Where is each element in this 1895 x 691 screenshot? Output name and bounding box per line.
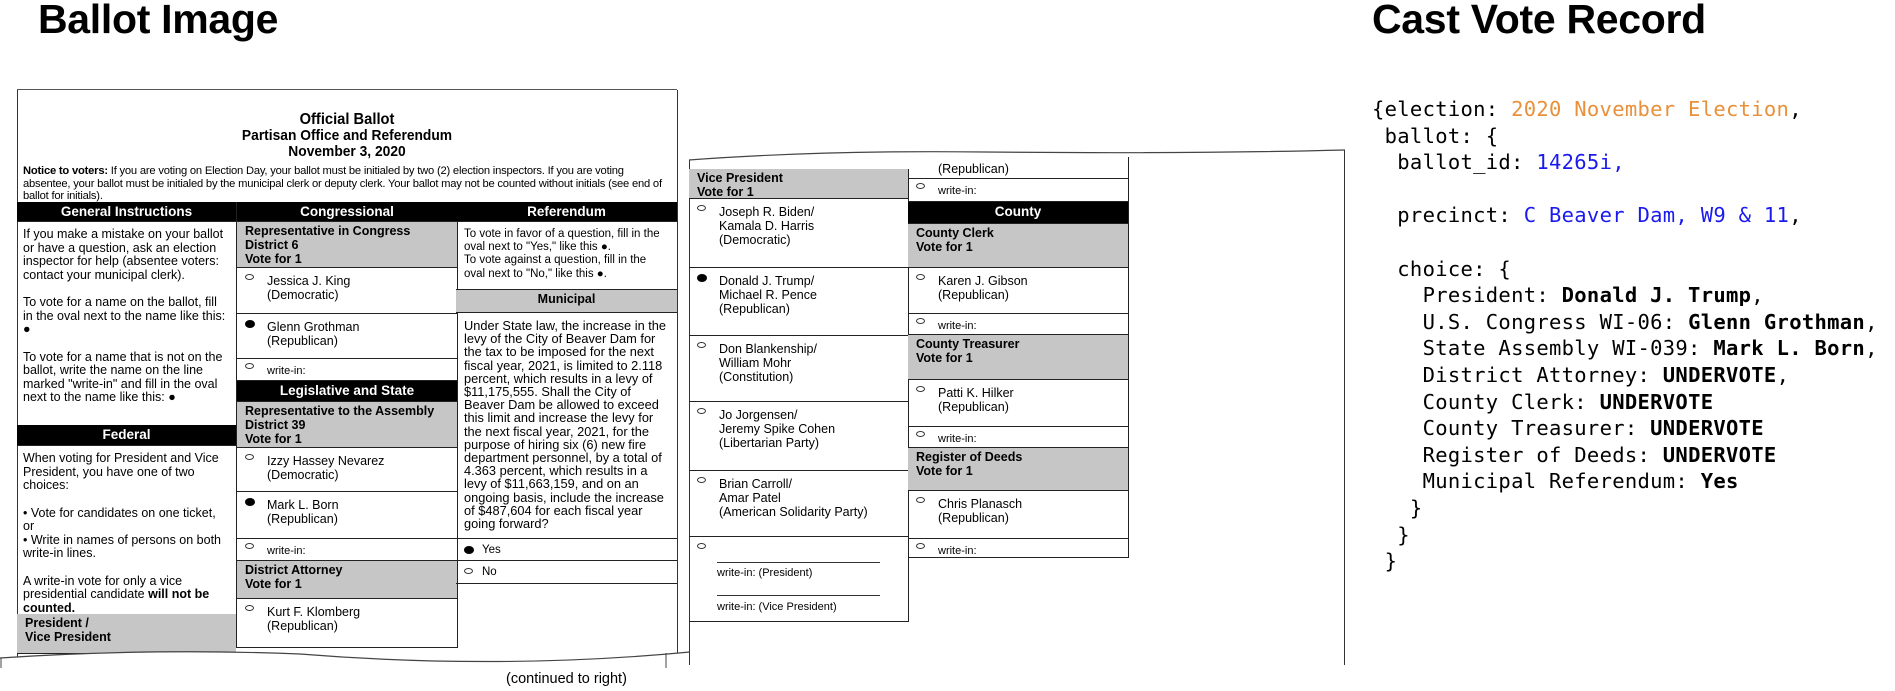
candidate-name-line: (Libertarian Party) [719,436,820,450]
office-title-line: Representative to the Assembly [245,404,435,418]
instruction-text [456,222,677,290]
office-title-line: President / [25,616,89,630]
notice-to-voters [23,165,673,203]
office-title-line: Register of Deeds [916,450,1023,464]
office-title-line: County Clerk [916,226,994,240]
section-header-bar: Legislative and State [237,381,457,402]
candidate-name-line: (Republican) [719,302,790,316]
candidate-name-line: (Republican) [267,619,338,633]
office-title-line: Vote for 1 [245,432,302,446]
choice-value: Donald J. Trump [1561,283,1752,308]
cvr-choice-line [1372,309,1878,336]
torn-edge-top [685,140,1350,170]
ballot-date: November 3, 2020 [288,143,406,160]
office-header [908,224,1128,268]
option-label: No [482,566,497,578]
office-header [237,561,457,599]
empty-oval-icon[interactable] [916,543,925,549]
candidate-option[interactable] [237,448,457,492]
ballot-image-title: Ballot Image [38,0,279,42]
choice-separator: , [1865,309,1878,334]
write-in-option[interactable] [237,359,457,381]
write-in-president-option[interactable] [689,537,908,622]
instruction-paragraph: To vote for a name that is not on the ballot, write the name on the line marked "write-in" and fill in the oval next to the name like this: ● [23,349,223,404]
empty-oval-icon[interactable] [916,386,925,392]
empty-oval-icon[interactable] [916,318,925,324]
cvr-choice-line [1372,468,1878,495]
candidate-option[interactable] [908,268,1128,314]
candidate-option[interactable] [908,491,1128,539]
candidate-name-line: Amar Patel [719,491,781,505]
section-header-bar: Referendum [456,202,677,222]
instruction-paragraph: • Vote for candidates on one ticket, or • Write in names of persons on both write-in lines. [23,505,221,560]
ballot-id-key: ballot_id: [1372,150,1537,175]
choice-value: UNDERVOTE [1662,362,1777,387]
ballot-border-right [677,90,678,665]
close-brace: } [1372,495,1423,520]
cast-vote-record-title: Cast Vote Record [1372,0,1706,42]
column-president [689,169,909,622]
office-title-line: Vote for 1 [245,577,302,591]
empty-oval-icon[interactable] [697,477,706,483]
candidate-name-line: (Republican) [267,512,338,526]
option-label: Yes [482,544,501,556]
candidate-name-line: Karen J. Gibson [938,274,1028,288]
choice-label: Municipal Referendum: [1422,469,1701,494]
candidate-name-line: (Republican) [938,162,1009,176]
section-header-bar: General Instructions [17,202,236,222]
office-title-line: District 39 [245,418,306,432]
candidate-name-line: (Constitution) [719,370,794,384]
choice-value: Mark L. Born [1713,336,1866,361]
office-title-line: Vote for 1 [916,240,973,254]
instruction-paragraph [23,575,230,615]
column-general-instructions [17,202,236,654]
office-title-line: Municipal [537,292,596,306]
choice-label: County Treasurer: [1422,416,1651,441]
cvr-choice-line [1372,362,1878,389]
precinct-key: precinct: [1372,203,1524,228]
office-header [237,402,457,448]
candidate-name-line: (Democratic) [719,233,791,247]
cvr-choice-line [1372,442,1878,469]
empty-oval-icon[interactable] [697,205,706,211]
candidate-option[interactable] [689,471,908,537]
write-in-option[interactable] [908,179,1128,202]
instruction-text-part: A write-in vote for only a vice presidential candidate [23,573,183,601]
ballot-key: ballot: { [1372,123,1499,148]
candidate-name-line: Jo Jorgensen/ [719,408,798,422]
choice-separator: , [1865,336,1878,361]
cast-vote-record-code: {election: 2020 November Election, ballot: { ballot_id: 14265i, precinct: C Beaver Dam, W9 & 11, choice: { President: Donald J. Trump, U.S. Congress WI-06: Glenn Grothman, State Assembly WI-039: Mark L. Born, District Attorney: UNDERVOTE, County Clerk: UNDERVOTE County Treasurer: UNDERVOTE Register of Deeds: UNDERVOTE Municipal Referendum: Yes } } } [1372,97,1878,574]
choice-key: choice: { [1372,256,1512,281]
ballot-subheading: Partisan Office and Referendum [241,127,453,144]
section-header-bar: Federal [17,425,236,446]
candidate-name-line: Michael R. Pence [719,288,817,302]
candidate-name-line: Kurt F. Klomberg [267,605,361,619]
instruction-paragraph: Under State law, the increase in the levy of the City of Beaver Dam for the tax to be imposed for the next fiscal year, 2021, is limited to 2.118 percent, which results in a levy of $11,175,555. Shall the City of Beaver Dam be allowed to exceed this limit and increase the levy for the next fiscal year, 2021, for the purpose of hiring six (6) new fire department personnel, by a total of 4.363 percent, which results in a levy of $11,663,159, and on an ongoing basis, include the increase of $487,604 for each fiscal year going forward? [464,318,667,532]
close-brace: } [1372,522,1410,547]
candidate-name-line: Mark L. Born [267,498,339,512]
cvr-choice-line [1372,335,1878,362]
empty-oval-icon[interactable] [916,274,925,280]
empty-oval-icon[interactable] [245,454,254,460]
cvr-choice-line [1372,389,1878,416]
choice-label: State Assembly WI-039: [1422,336,1714,361]
choice-label: District Attorney: [1422,362,1663,387]
candidate-name-line: (Republican) [938,288,1009,302]
choice-label: County Clerk: [1422,389,1600,414]
notice-label: Notice to voters: [23,165,108,177]
write-in-label: write-in: [267,545,306,557]
office-title-line: Vote for 1 [697,185,754,199]
empty-oval-icon[interactable] [245,543,254,549]
empty-oval-icon[interactable] [245,274,254,280]
candidate-name-line: Donald J. Trump/ [719,274,815,288]
candidate-option[interactable] [908,380,1128,427]
sheet2-border-right [1344,150,1345,665]
ballot-header [17,88,677,160]
candidate-name-line: (Republican) [938,511,1009,525]
candidate-name-line: Glenn Grothman [267,320,360,334]
office-header [908,448,1128,491]
write-in-label: write-in: [267,365,306,377]
candidate-option[interactable] [689,268,908,336]
ballot-id-value: 14265i, [1536,150,1625,175]
candidate-option[interactable] [689,199,908,268]
write-in-president-label: write-in: (President) [717,567,813,579]
instruction-text [456,313,677,539]
filled-oval-icon[interactable] [245,320,255,328]
office-title-line: Vote for 1 [916,351,973,365]
office-title-line: Vote for 1 [245,252,302,266]
candidate-name-line: (Republican) [267,334,338,348]
cvr-choice-line [1372,415,1878,442]
candidate-name-line: Chris Planasch [938,497,1023,511]
office-title-line: County Treasurer [916,337,1020,351]
instruction-paragraph: If you make a mistake on your ballot or have a question, ask an election inspector for help (absentee voters: contact your municipal clerk). [23,227,224,282]
candidate-name-line: (Democratic) [267,288,339,302]
candidate-name-line: Izzy Hassey Nevarez [267,454,385,468]
candidate-name-line: Jeremy Spike Cohen [719,422,836,436]
choice-value: Yes [1700,469,1739,494]
empty-oval-icon[interactable] [697,543,706,549]
candidate-option[interactable] [237,268,457,314]
candidate-name-line: Kamala D. Harris [719,219,815,233]
referendum-option[interactable] [456,561,677,584]
office-header [908,335,1128,380]
instruction-text-bold: will not be counted. [23,587,210,614]
section-header-bar: County [908,202,1128,224]
office-title-line: Vice President [25,630,111,644]
filled-oval-icon[interactable] [245,498,255,506]
column-congressional [236,202,458,648]
choice-label: Register of Deeds: [1422,442,1663,467]
office-title-line: District 6 [245,238,299,252]
write-in-option[interactable] [908,427,1128,448]
candidate-name-line: (American Solidarity Party) [719,505,868,519]
filled-oval-icon[interactable] [464,546,474,554]
empty-oval-icon[interactable] [916,431,925,437]
write-in-label: write-in: [938,320,977,332]
choice-separator: , [1751,283,1764,308]
instruction-text [17,222,236,425]
choice-separator: , [1776,362,1790,387]
office-header [456,290,677,313]
empty-oval-icon[interactable] [245,605,254,611]
office-title-line: District Attorney [245,563,343,577]
continued-to-right-label: (continued to right) [506,671,627,687]
choice-label: President: [1422,283,1562,308]
office-header [237,222,457,268]
candidate-option[interactable] [689,336,908,402]
candidate-name-line: Patti K. Hilker [938,386,1014,400]
write-in-label: write-in: [938,433,977,445]
precinct-value: C Beaver Dam, W9 & 11 [1523,203,1790,228]
candidate-name-line: Brian Carroll/ [719,477,792,491]
filled-oval-icon[interactable] [697,274,707,282]
office-title-line: Vice President [697,171,783,185]
section-header-bar: Congressional [237,202,457,222]
close-brace: } [1372,549,1398,574]
instruction-paragraph: To vote in favor of a question, fill in the oval next to "Yes," like this ●. To vote against a question, fill in the oval next to "No," like this ●. [464,228,660,280]
notice-text: If you are voting on Election Day, your ballot must be initialed by two (2) election inspectors. If you are voting absentee, your ballot must be initialed by the municipal clerk or deputy clerk. Your ballot may not be counted without initials (see end of ballot for initials). [23,165,662,202]
choice-label: U.S. Congress WI-06: [1422,309,1689,334]
empty-oval-icon[interactable] [916,183,925,189]
write-in-line[interactable] [717,562,880,563]
candidate-name-line: Jessica J. King [267,274,351,288]
empty-oval-icon[interactable] [464,568,473,574]
candidate-name-line: Don Blankenship/ [719,342,817,356]
write-in-label: write-in: [938,185,977,197]
candidate-option[interactable] [237,314,457,359]
write-in-option[interactable] [908,539,1128,558]
instruction-text [17,446,236,614]
office-title-line: Vote for 1 [916,464,973,478]
empty-oval-icon[interactable] [697,408,706,414]
cvr-choice-line [1372,282,1878,309]
candidate-name-line: (Democratic) [267,468,339,482]
choice-value: UNDERVOTE [1662,442,1777,467]
instruction-paragraph: When voting for President and Vice President, you have one of two choices: [23,451,219,492]
office-title-line: Representative in Congress [245,224,411,238]
write-in-line[interactable] [717,595,880,596]
choice-value: UNDERVOTE [1650,416,1764,441]
candidate-name-line: (Republican) [938,400,1009,414]
election-key: {election: [1372,97,1512,121]
referendum-option[interactable] [456,539,677,561]
candidate-name-line: Joseph R. Biden/ [719,205,815,219]
write-in-vice-president-label: write-in: (Vice President) [717,601,837,613]
empty-oval-icon[interactable] [916,497,925,503]
election-value: 2020 November Election [1511,97,1790,121]
choice-value: Glenn Grothman [1688,309,1866,334]
write-in-option[interactable] [908,314,1128,335]
candidate-option[interactable] [237,492,457,539]
column-county [908,157,1129,558]
candidate-option[interactable] [689,402,908,471]
office-header [689,169,908,199]
empty-oval-icon[interactable] [245,363,254,369]
choice-value: UNDERVOTE [1599,389,1714,414]
instruction-paragraph: To vote for a name on the ballot, fill in the oval next to the name like this: ● [23,295,226,336]
write-in-option[interactable] [237,539,457,561]
candidate-name-line: William Mohr [719,356,792,370]
empty-oval-icon[interactable] [697,342,706,348]
column-referendum [456,202,677,584]
write-in-label: write-in: [938,545,977,557]
ballot-heading: Official Ballot [299,111,395,128]
